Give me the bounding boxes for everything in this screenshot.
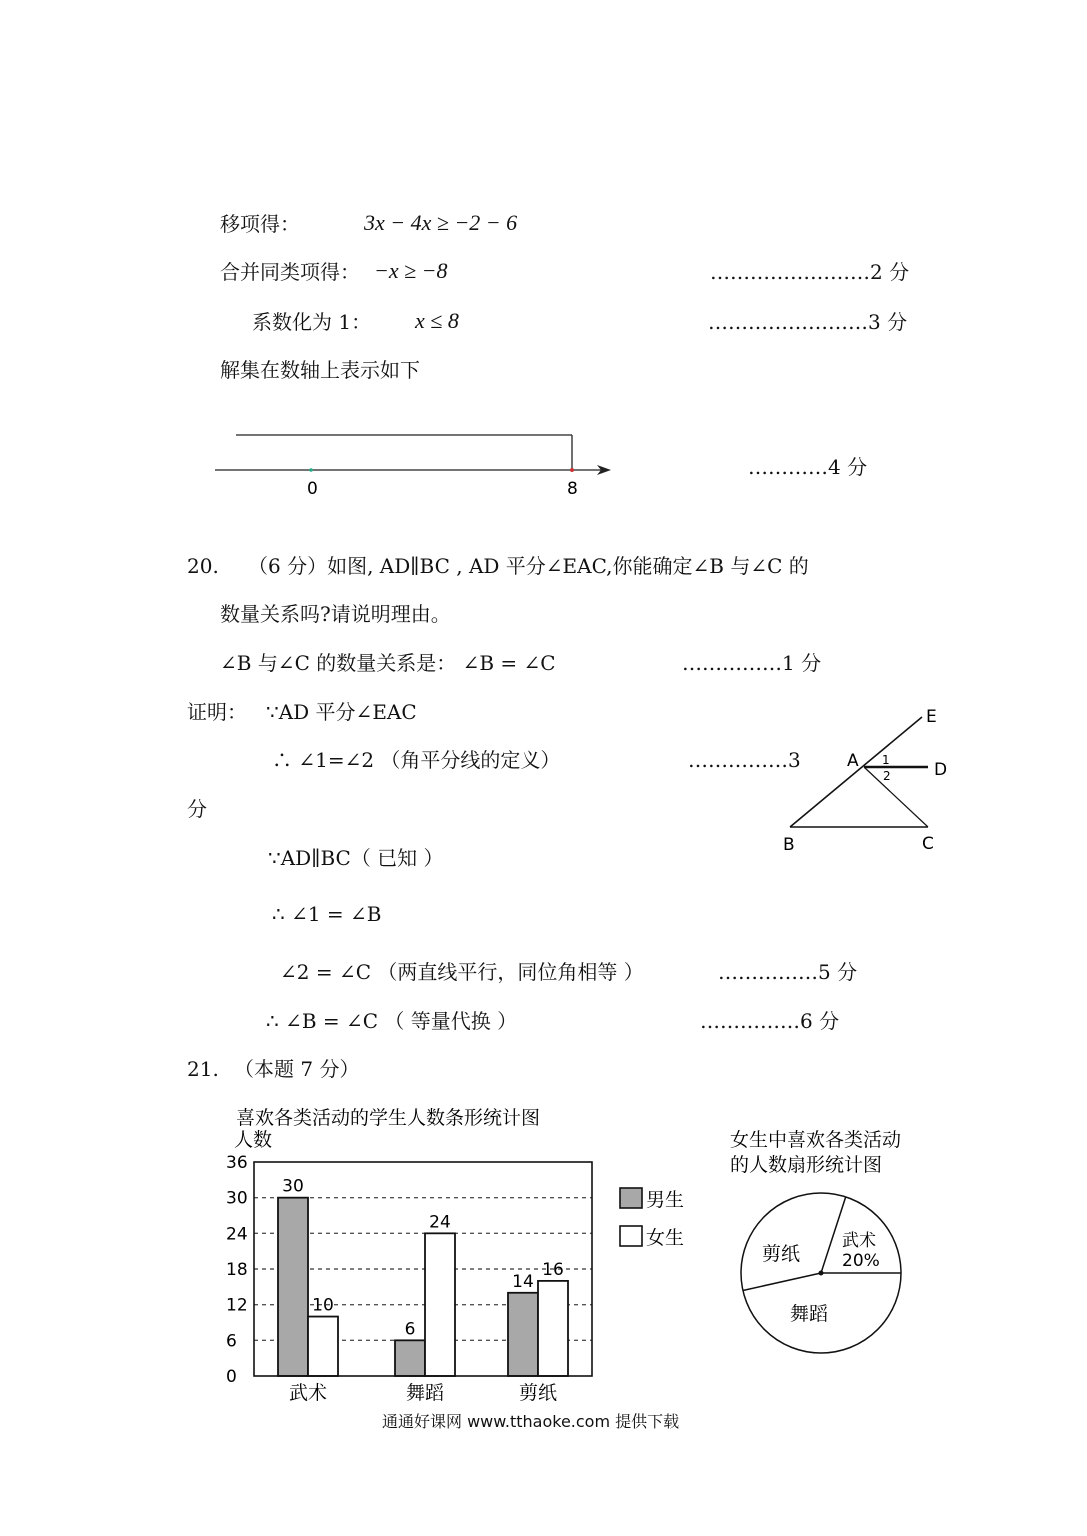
x-tick-label: 舞蹈 [405,1382,445,1404]
x-tick-label: 武术 [288,1382,328,1404]
y-tick-label: 36 [226,1153,248,1173]
bar-value-label: 24 [429,1212,451,1233]
step-coefficient-expr: x ≤ 8 [415,308,459,333]
tick-label-0: 0 [307,479,318,499]
label-D: D [934,760,948,780]
proof-label: 证明： [187,700,247,724]
legend-label: 女生 [646,1227,685,1249]
pie-center-dot [819,1271,824,1276]
segment-AC [864,767,928,827]
bar-value-label: 16 [542,1259,564,1280]
score-q20-6: ……………6 分 [700,1009,840,1033]
pie-label-wushu-value: 20% [842,1251,880,1271]
label-B: B [783,835,795,855]
label-E: E [926,707,937,727]
q20-stem-line2: 数量关系吗?请说明理由。 [220,602,451,626]
proof-step-5: ∠2 = ∠C （两直线平行，同位角相等 ） [280,960,644,984]
step-combine-expr: −x ≥ −8 [374,258,448,283]
tick-label-8: 8 [567,479,578,499]
bar-chart-legend [620,1188,684,1249]
x-tick-label: 剪纸 [518,1382,558,1404]
y-tick-label: 6 [226,1331,237,1352]
origin-dot [309,468,313,472]
number-line-caption: 解集在数轴上表示如下 [220,358,420,382]
label-C: C [922,834,934,854]
footer-source: 通通好课网 www.tthaoke.com 提供下载 [382,1412,680,1431]
bar-女生-舞蹈 [425,1233,455,1376]
point-eight-dot [570,468,574,472]
legend-swatch [620,1226,642,1246]
q21-title: （本题 7 分） [234,1057,360,1081]
q20-number: 20. [187,554,219,578]
q21-number: 21. [187,1057,219,1081]
triangle-figure [770,700,970,860]
label-A: A [847,751,859,771]
q20-stem: （6 分）如图, AD∥BC , AD 平分∠EAC,你能确定∠B 与∠C 的 [248,554,809,578]
pie-label-wushu: 武术 [842,1231,876,1251]
bar-女生-剪纸 [538,1281,568,1376]
y-tick-label: 30 [226,1188,248,1209]
score-4: …………4 分 [748,455,868,479]
pie-label-jianzhi: 剪纸 [762,1243,801,1265]
y-tick-label: 12 [226,1295,248,1316]
score-q20-5: ……………5 分 [718,960,858,984]
bar-chart-title: 喜欢各类活动的学生人数条形统计图 [236,1107,541,1129]
step-coefficient-label: 系数化为 1： [252,310,372,334]
score-2: ……………………2 分 [710,260,910,284]
proof-step-1: ∵AD 平分∠EAC [266,700,417,724]
y-tick-label: 24 [226,1224,248,1245]
bar-chart-xticks [289,1382,557,1404]
step-move-terms-label: 移项得： [220,212,300,236]
bar-value-label: 14 [512,1271,534,1292]
bar-chart-ylabel: 人数 [234,1129,273,1151]
bar-男生-剪纸 [508,1293,538,1376]
pie-chart [722,1120,922,1360]
bar-男生-舞蹈 [395,1340,425,1376]
y-tick-label: 0 [226,1367,237,1387]
score-3: ……………………3 分 [708,310,908,334]
proof-step-6: ∴ ∠B = ∠C （ 等量代换 ） [266,1009,518,1033]
score-q20-3: ……………3 [688,748,801,772]
step-move-terms-expr: 3x − 4x ≥ −2 − 6 [364,210,518,235]
proof-step-3: ∵AD∥BC（ 已知 ） [268,846,444,870]
line-BE [790,717,922,827]
bar-chart-bars [278,1177,568,1376]
step-combine-label: 合并同类项得： [220,260,360,284]
angle-label-2: 2 [883,769,891,783]
bar-value-label: 30 [282,1176,304,1197]
pie-label-wudao: 舞蹈 [790,1303,829,1325]
bar-chart-yticks [226,1153,248,1387]
pie-chart-title-line1: 女生中喜欢各类活动 [730,1129,902,1151]
pie-chart-title-line2: 的人数扇形统计图 [730,1154,883,1176]
legend-swatch [620,1188,642,1208]
score-q20-1: ……………1 分 [682,651,822,675]
legend-label: 男生 [646,1189,685,1211]
proof-step-4: ∴ ∠1 = ∠B [272,902,382,926]
q20-answer: ∠B 与∠C 的数量关系是： ∠B = ∠C [220,651,556,675]
number-line [205,420,625,505]
bar-男生-武术 [278,1198,308,1376]
angle-label-1: 1 [882,753,890,767]
bar-chart [220,1100,720,1410]
bar-女生-武术 [308,1317,338,1376]
bar-value-label: 10 [312,1295,334,1316]
pie-slices [741,1193,901,1353]
bar-value-label: 6 [404,1319,416,1340]
proof-step-2: ∴ ∠1=∠2 （角平分线的定义） [272,748,561,772]
score-q20-3-wrap: 分 [187,797,207,821]
y-tick-label: 18 [226,1260,248,1280]
